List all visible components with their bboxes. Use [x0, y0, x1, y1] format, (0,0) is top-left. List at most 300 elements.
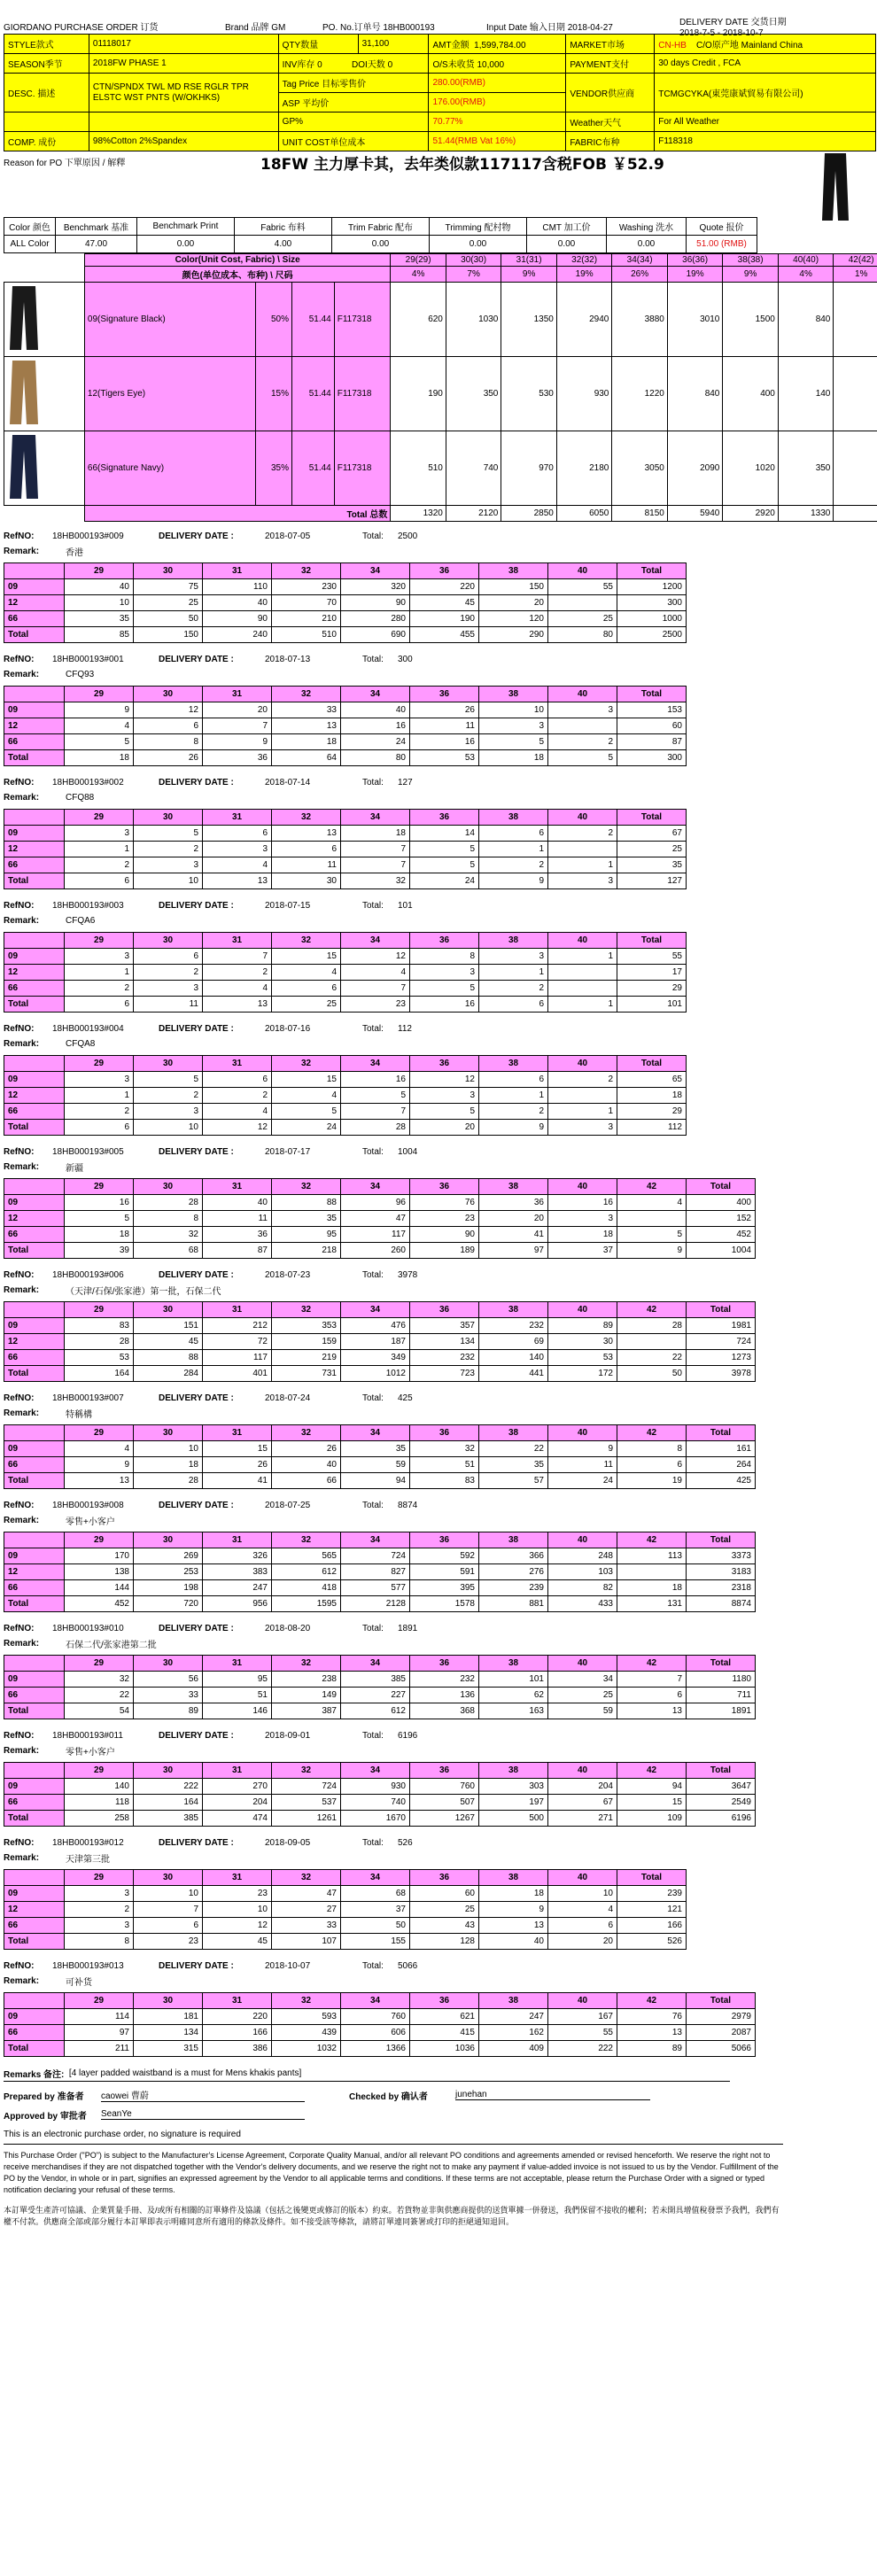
qty-col-header: 32	[272, 1532, 341, 1548]
qty-col-header: 34	[341, 1179, 410, 1195]
qty-col-header: 29	[65, 933, 134, 949]
size-table-head1: Color(Unit Cost, Fabric) \ Size	[84, 254, 390, 267]
row-label: 09	[4, 826, 65, 842]
size-total: 1320	[391, 506, 446, 522]
qty-cell: 5	[65, 734, 134, 750]
qty-col-header: 36	[410, 563, 479, 579]
size-qty	[834, 431, 877, 506]
qty-cell: 395	[410, 1580, 479, 1596]
row-label: 66	[4, 734, 65, 750]
qty-cell: 222	[548, 2041, 617, 2057]
cost-header: Quote 报价	[687, 218, 757, 236]
qty-cell: 3	[134, 981, 203, 997]
row-label: 09	[4, 579, 65, 595]
table-row	[4, 734, 687, 750]
row-label: 66	[4, 1918, 65, 1934]
size-qty	[834, 283, 877, 357]
qty-cell: 452	[65, 1596, 134, 1612]
reason-section	[4, 151, 873, 213]
qty-cell: 7	[203, 949, 272, 965]
qty-cell: 68	[341, 1886, 410, 1902]
ref-number: 18HB000193#004	[52, 1024, 124, 1034]
table-row	[4, 1902, 687, 1918]
qty-cell: 326	[203, 1548, 272, 1564]
delivery-header	[4, 529, 873, 559]
qty-cell: 15	[272, 949, 341, 965]
total-label: Total:	[362, 531, 384, 541]
qty-cell: 6	[65, 997, 134, 1013]
qty-cell: 4	[65, 1441, 134, 1457]
size-qty: 840	[667, 357, 723, 431]
delivery-remark: 天津第三批	[66, 1855, 110, 1865]
qty-cell: 23	[134, 1934, 203, 1950]
qty-cell: 724	[687, 1334, 756, 1350]
cost-cell: 0.00	[332, 236, 430, 253]
qty-cell: 97	[65, 2025, 134, 2041]
po-label: PO. No.订单号	[322, 23, 381, 33]
size-qty: 3880	[612, 283, 668, 357]
qty-cell: 76	[410, 1195, 479, 1211]
company-title: GIORDANO PURCHASE ORDER 订货	[4, 23, 159, 33]
qty-cell: 35	[65, 611, 134, 627]
qty-col-header: 30	[134, 687, 203, 702]
qty-cell: 127	[617, 873, 687, 889]
qty-cell: 26	[134, 750, 203, 766]
qty-cell: 190	[410, 611, 479, 627]
qty-cell: 134	[134, 2025, 203, 2041]
table-row	[4, 1334, 756, 1350]
qty-cell: 827	[341, 1564, 410, 1580]
qty-cell: 65	[617, 1072, 687, 1088]
table-row	[4, 2025, 756, 2041]
row-label: 66	[4, 1104, 65, 1120]
qty-cell: 76	[617, 2009, 687, 2025]
qty-col-header: 38	[479, 810, 548, 826]
qty-cell: 723	[410, 1366, 479, 1382]
qty-cell: 210	[272, 611, 341, 627]
qty-cell: 280	[341, 611, 410, 627]
gp-value: 70.77%	[429, 113, 566, 132]
row-label: 66	[4, 1350, 65, 1366]
qty-cell: 72	[203, 1334, 272, 1350]
qty-cell: 181	[134, 2009, 203, 2025]
comp-label: COMP. 成份	[4, 132, 89, 151]
qty-cell: 5066	[687, 2041, 756, 2057]
table-row	[4, 1811, 756, 1827]
table-row	[4, 857, 687, 873]
qty-col-header: 30	[134, 933, 203, 949]
remark-label: Remark:	[4, 547, 40, 556]
qty-cell: 260	[341, 1243, 410, 1259]
qty-cell: 1267	[410, 1811, 479, 1827]
qty-cell: 3	[65, 1072, 134, 1088]
table-row	[4, 997, 687, 1013]
table-row	[4, 965, 687, 981]
qty-cell: 6	[272, 981, 341, 997]
qty-cell: 13	[272, 718, 341, 734]
qty-col-header: 42	[617, 1425, 687, 1441]
qty-col-header: 34	[341, 1656, 410, 1672]
size-pct: 9%	[723, 267, 779, 283]
qty-cell: 41	[203, 1473, 272, 1489]
qty-cell: 22	[65, 1688, 134, 1703]
qty-cell: 357	[410, 1318, 479, 1334]
fabric-value: F118318	[655, 132, 876, 151]
approved-value: SeanYe	[101, 2109, 305, 2120]
qty-cell: 16	[341, 718, 410, 734]
qty-col-header: Total	[687, 1993, 756, 2009]
row-label: 09	[4, 949, 65, 965]
vendor-value: TCMGCYKA(東莞康斌貿易有限公司)	[655, 74, 876, 113]
qty-cell: 3	[410, 1088, 479, 1104]
qty-col-header: 32	[272, 687, 341, 702]
delivery-total: 5066	[398, 1961, 418, 1971]
remark-label: Remark:	[4, 1408, 40, 1418]
qty-cell: 14	[410, 826, 479, 842]
qty-col-header: 42	[617, 1656, 687, 1672]
remark-label: Remark:	[4, 1516, 40, 1525]
table-row	[4, 981, 687, 997]
qty-cell: 18	[65, 750, 134, 766]
qty-cell: 10	[203, 1902, 272, 1918]
qty-cell: 3	[65, 1918, 134, 1934]
qty-cell: 507	[410, 1795, 479, 1811]
remark-label: Remark:	[4, 1039, 40, 1049]
unit-cost-label: UNIT COST单位成本	[278, 132, 429, 151]
qty-cell: 43	[410, 1918, 479, 1934]
qty-cell: 12	[203, 1120, 272, 1136]
qty-cell: 9	[479, 1120, 548, 1136]
qty-cell: 70	[272, 595, 341, 611]
qty-cell: 731	[272, 1366, 341, 1382]
qty-col-header: 29	[65, 687, 134, 702]
qty-col-header: Total	[617, 687, 687, 702]
qty-cell: 26	[272, 1441, 341, 1457]
cost-cell: 0.00	[607, 236, 687, 253]
qty-cell: 2	[65, 981, 134, 997]
qty-cell: 16	[410, 997, 479, 1013]
qty-cell: 41	[479, 1227, 548, 1243]
qty-cell: 54	[65, 1703, 134, 1719]
cost-header: Color 颜色	[4, 218, 56, 236]
qty-col-header: 34	[341, 1993, 410, 2009]
qty-cell: 109	[617, 1811, 687, 1827]
row-label: 12	[4, 1564, 65, 1580]
row-label: 66	[4, 611, 65, 627]
size-qty: 1350	[501, 283, 557, 357]
qty-cell: 606	[341, 2025, 410, 2041]
table-row	[4, 1918, 687, 1934]
qty-cell: 239	[479, 1580, 548, 1596]
qty-col-header: 31	[203, 1056, 272, 1072]
delivery-date-label: DELIVERY DATE :	[159, 531, 234, 541]
table-row	[4, 611, 687, 627]
qty-cell: 537	[272, 1795, 341, 1811]
table-row	[4, 702, 687, 718]
qty-cell: 152	[687, 1211, 756, 1227]
qty-col-header: 30	[134, 1656, 203, 1672]
qty-cell	[617, 1334, 687, 1350]
qty-col-header: 29	[65, 1763, 134, 1779]
market-label: MARKET市场	[566, 35, 655, 54]
cost-cell: 51.00 (RMB)	[687, 236, 757, 253]
delivery-qty-table	[4, 932, 687, 1013]
delivery-remark: 可补货	[66, 1978, 92, 1988]
qty-cell: 10	[134, 873, 203, 889]
qty-cell: 33	[134, 1688, 203, 1703]
delivery-date-label: DELIVERY DATE :	[159, 655, 234, 664]
qty-cell: 20	[410, 1120, 479, 1136]
table-row	[4, 718, 687, 734]
qty-cell: 6	[548, 1918, 617, 1934]
delivery-date-label: DELIVERY DATE :	[159, 1270, 234, 1280]
qty-cell: 290	[479, 627, 548, 643]
qty-cell: 2	[134, 965, 203, 981]
qty-cell: 240	[203, 627, 272, 643]
qty-cell: 10	[134, 1441, 203, 1457]
table-row	[4, 1366, 756, 1382]
qty-cell: 1273	[687, 1350, 756, 1366]
qty-cell: 13	[65, 1473, 134, 1489]
qty-cell: 3	[479, 718, 548, 734]
asp-value: 176.00(RMB)	[429, 93, 566, 113]
qty-cell: 284	[134, 1366, 203, 1382]
table-row	[4, 2009, 756, 2025]
qty-cell: 5	[341, 1088, 410, 1104]
qty-col-header: 34	[341, 810, 410, 826]
qty-col-header: Total	[617, 563, 687, 579]
po-info-table	[4, 34, 876, 151]
qty-col-header: 36	[410, 687, 479, 702]
cost-cell: 0.00	[430, 236, 527, 253]
qty-cell: 162	[479, 2025, 548, 2041]
row-label: Total	[4, 1366, 65, 1382]
qty-cell: 7	[203, 718, 272, 734]
qty-cell: 1578	[410, 1596, 479, 1612]
qty-cell: 163	[479, 1703, 548, 1719]
qty-cell: 197	[479, 1795, 548, 1811]
qty-cell: 11	[134, 997, 203, 1013]
qty-cell: 5	[548, 750, 617, 766]
delivery-total: 6196	[398, 1731, 418, 1741]
qty-cell: 89	[134, 1703, 203, 1719]
style-label: STYLE款式	[4, 35, 89, 54]
qty-cell: 3647	[687, 1779, 756, 1795]
row-label: Total	[4, 1243, 65, 1259]
qty-cell: 27	[272, 1902, 341, 1918]
size-header: 29(29)	[391, 254, 446, 267]
size-qty: 510	[391, 431, 446, 506]
qty-cell: 433	[548, 1596, 617, 1612]
qty-cell: 83	[410, 1473, 479, 1489]
delivery-qty-table	[4, 1762, 756, 1827]
qty-cell: 18	[134, 1457, 203, 1473]
qty-cell	[548, 718, 617, 734]
size-pct: 1%	[834, 267, 877, 283]
qty-col-header: 38	[479, 563, 548, 579]
input-date-label: Input Date 输入日期	[486, 23, 565, 33]
qty-cell: 1	[548, 1104, 617, 1120]
row-label: 66	[4, 857, 65, 873]
qty-cell: 2	[203, 1088, 272, 1104]
qty-cell: 232	[410, 1350, 479, 1366]
delivery-date: 2018-09-01	[265, 1731, 311, 1741]
qty-cell: 5	[410, 981, 479, 997]
qty-cell: 131	[617, 1596, 687, 1612]
qty-cell: 153	[617, 702, 687, 718]
qty-cell: 3	[548, 873, 617, 889]
qty-cell: 3	[203, 842, 272, 857]
delivery-header	[4, 775, 873, 805]
qty-cell: 12	[134, 702, 203, 718]
delivery-date: 2018-07-17	[265, 1147, 311, 1157]
row-label: 12	[4, 718, 65, 734]
size-qty: 1020	[723, 431, 779, 506]
qty-col-header: 40	[548, 1425, 617, 1441]
qty-cell: 6	[272, 842, 341, 857]
cost-header: CMT 加工价	[527, 218, 607, 236]
asp-label: ASP 平均价	[278, 93, 429, 113]
swatch-thumbnail	[4, 431, 85, 506]
total-label: Total:	[362, 1731, 384, 1741]
qty-col-header: 30	[134, 563, 203, 579]
ref-number: 18HB000193#006	[52, 1270, 124, 1280]
qty-cell: 80	[548, 627, 617, 643]
qty-cell: 121	[617, 1902, 687, 1918]
delivery-remark: CFQA8	[66, 1039, 96, 1049]
qty-col-header: Total	[687, 1532, 756, 1548]
qty-col-header: 31	[203, 933, 272, 949]
row-label: 09	[4, 1072, 65, 1088]
qty-col-header: 29	[65, 1993, 134, 2009]
delivery-header	[4, 1835, 873, 1866]
size-total: 2850	[501, 506, 557, 522]
size-qty: 530	[501, 357, 557, 431]
qty-cell: 53	[548, 1350, 617, 1366]
desc-label: DESC. 描述	[4, 74, 89, 113]
qty-cell: 238	[272, 1672, 341, 1688]
size-qty: 400	[723, 357, 779, 431]
size-qty: 190	[391, 357, 446, 431]
size-total: 1330	[778, 506, 834, 522]
delivery-header	[4, 1621, 873, 1651]
qty-col-header: 42	[617, 1532, 687, 1548]
delivery-qty-table	[4, 1301, 756, 1382]
qty-cell: 2	[548, 734, 617, 750]
qty-col-header: 31	[203, 1425, 272, 1441]
qty-cell: 2549	[687, 1795, 756, 1811]
qty-cell: 441	[479, 1366, 548, 1382]
qty-cell: 315	[134, 2041, 203, 2057]
qty-cell: 1	[548, 949, 617, 965]
qty-col-header: 30	[134, 1056, 203, 1072]
qty-col-header: 40	[548, 1870, 617, 1886]
qty-col-header: 42	[617, 1302, 687, 1318]
qty-cell: 2979	[687, 2009, 756, 2025]
qty-cell: 1	[548, 857, 617, 873]
qty-col-header: 30	[134, 1532, 203, 1548]
qty-cell: 3	[65, 949, 134, 965]
qty-cell: 150	[479, 579, 548, 595]
delivery-header	[4, 1268, 873, 1298]
table-row	[4, 1243, 756, 1259]
qty-cell: 113	[617, 1548, 687, 1564]
qty-cell: 3978	[687, 1366, 756, 1382]
qty-cell: 401	[203, 1366, 272, 1382]
delivery-remark: 零售+小客户	[66, 1748, 115, 1757]
qty-col-header: Total	[687, 1763, 756, 1779]
row-label: Total	[4, 2041, 65, 2057]
qty-cell: 75	[134, 579, 203, 595]
qty-cell: 51	[410, 1457, 479, 1473]
qty-cell: 150	[134, 627, 203, 643]
qty-col-header: 32	[272, 1056, 341, 1072]
qty-cell: 9	[203, 734, 272, 750]
qty-col-header: 30	[134, 1763, 203, 1779]
size-qty: 1220	[612, 357, 668, 431]
qty-cell: 10	[134, 1120, 203, 1136]
ref-number: 18HB000193#005	[52, 1147, 124, 1157]
size-pct: 4%	[778, 267, 834, 283]
qty-cell: 455	[410, 627, 479, 643]
qty-cell: 612	[272, 1564, 341, 1580]
cost-cell: 0.00	[137, 236, 235, 253]
qty-cell: 110	[203, 579, 272, 595]
delivery-date-label: DELIVERY DATE :	[159, 1024, 234, 1034]
qty-cell: 8	[410, 949, 479, 965]
qty-col-header: 38	[479, 1056, 548, 1072]
brand-label: Brand 品牌	[225, 23, 269, 33]
qty-cell: 621	[410, 2009, 479, 2025]
qty-col-header: 38	[479, 1993, 548, 2009]
qty-cell: 136	[410, 1688, 479, 1703]
delivery-date: 2018-07-23	[265, 1270, 311, 1280]
row-label: 09	[4, 1441, 65, 1457]
color-cost: 51.44	[292, 357, 335, 431]
qty-col-header: Total	[617, 810, 687, 826]
reason-headline: 18FW 主力厚卡其，去年类似款117117含税FOB ￥52.9	[260, 156, 664, 174]
qty-col-header: 31	[203, 1870, 272, 1886]
qty-cell: 45	[410, 595, 479, 611]
season-value: 2018FW PHASE 1	[89, 54, 278, 74]
qty-cell: 3	[65, 1886, 134, 1902]
qty-cell: 1	[479, 965, 548, 981]
ref-label: RefNO:	[4, 1501, 35, 1510]
cost-header: Trimming 配村物	[430, 218, 527, 236]
table-row	[4, 1195, 756, 1211]
qty-col-header: 36	[410, 1425, 479, 1441]
row-label: Total	[4, 750, 65, 766]
table-row	[4, 627, 687, 643]
qty-cell: 19	[617, 1473, 687, 1489]
delivery-total: 101	[398, 901, 413, 911]
qty-cell: 211	[65, 2041, 134, 2057]
table-row	[4, 1350, 756, 1366]
qty-cell: 3	[548, 702, 617, 718]
size-header: 36(36)	[667, 254, 723, 267]
ref-label: RefNO:	[4, 1147, 35, 1157]
qty-col-header: 31	[203, 563, 272, 579]
qty-col-header: 31	[203, 1179, 272, 1195]
qty-col-header: 34	[341, 1302, 410, 1318]
total-label: Total:	[362, 1393, 384, 1403]
qty-cell: 2128	[341, 1596, 410, 1612]
delivery-remark: CFQA6	[66, 916, 96, 926]
qty-cell: 220	[203, 2009, 272, 2025]
qty-cell: 28	[617, 1318, 687, 1334]
qty-cell: 32	[341, 873, 410, 889]
table-row	[4, 1564, 756, 1580]
